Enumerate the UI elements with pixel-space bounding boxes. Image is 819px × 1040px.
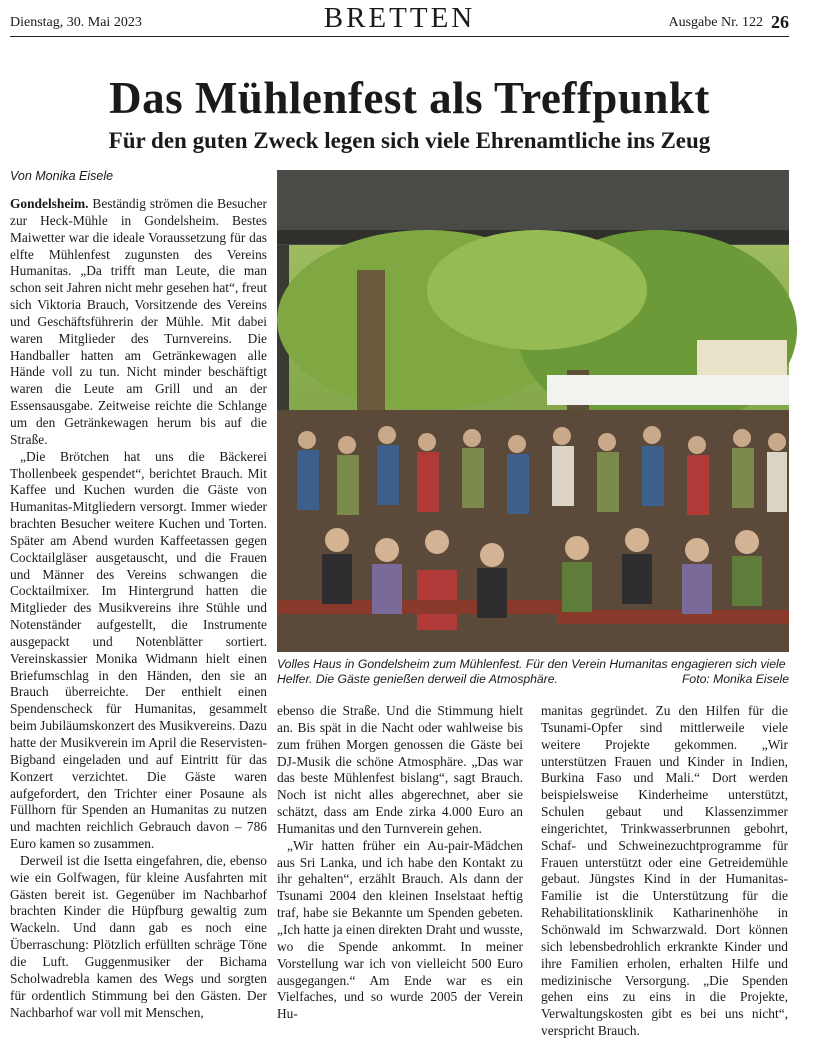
section-title: BRETTEN [323,2,476,34]
article-column-2 [277,703,523,1022]
issue-date: Dienstag, 30. Mai 2023 [10,15,142,30]
paragraph [10,196,267,449]
paragraph: Derweil ist die Isetta eingefahren, die, ebenso wie ein Golfwagen, für kleine Ausfahrten mit Gästen bereit ist. Gegenüber im Nachbarhof brachten Kinder die Hüpfburg gewaltig zum Wackeln. Und dann gab es noch eine Überraschung: Plötzlich erfüllten schräge Töne die Luft. Guggenmusiker der Bichama Scholwadrebla kamen des Wegs und sorgten für ordentlich Stimmung bei den Gästen. Der Nachbarhof war voll mit Menschen, [10,852,267,1020]
paragraph: ebenso die Straße. Und die Stimmung hielt an. Bis spät in die Nacht oder wahlweise bis zum frühen Morgen genossen die Gäste bei DJ-Musik die schöne Atmosphäre. „Das war das beste Mühlenfest bislang“, sagt Brauch. Noch ist nicht alles abgerechnet, aber sie schätzt, dass am Ende zirka 4.000 Euro an Humanitas und den Turnverein gehen. [277,703,523,836]
photo-credit: Foto: Monika Eisele [681,672,789,686]
photo-caption [277,657,789,687]
masthead [10,2,789,37]
paragraph: manitas gegründet. Zu den Hilfen für die Tsunami-Opfer sind mittlerweile viele weitere Projekte gekommen. „Wir unterstützen Frauen und Kinder in Indien, Burkina Faso und Mali.“ Dort werden beispielsweise Kinderheime unterstützt, Schulen gebaut und Klassenzimmer eingerichtet, Trinkwasserbrunnen gebohrt, Schaf- und Schweinezuchtprogramme für Frauen unterstützt oder eine Getreidemühle gebaut. Jüngstes Kind in der Humanitas-Familie ist die Unterstützung für die Rehabilitationsklinik Katharinenhöhe in Schönwald im Schwarzwald. Dort können sich lebensbedrohlich erkrankte Kinder und ihre Familien erholen, erhalten Hilfe und medizinische Versorgung. „Die Spenden gehen eins zu eins in die Projekte, Verwaltungskosten gibt es bei uns nicht“, verspricht Brauch. [541,703,788,1039]
page-number: 26 [771,12,789,32]
dateline: Gondelsheim. [10,196,89,211]
paragraph: „Die Brötchen hat uns die Bäckerei Thollenbeek gespendet“, berichtet Brauch. Mit Kaffee und Kuchen wurden die Gäste von Humanitas-Mitgliedern versorgt. Immer wieder brachten Besucher weitere Kuchen und Torten. Später am Abend wurden Kaffeetassen gegen Cocktailgläser ausgetauscht, und die Frauen und Männer des Vereins schwangen die Cocktailmixer. Im Hintergrund hatten die Mitglieder des Musikvereins ihre Stühle und Notenständer aufgestellt, die Instrumente ausgepackt und Notenblätter sortiert. Vereinskassier Monika Widmann hielt einen Briefumschlag in den Händen, den sie an Brauch überreichte. Der enthielt einen Spendenscheck für Humanitas, gesammelt beim Jubiläumskonzert des Musikvereins. Dazu hatte der Musikverein im April die Reservisten-Bigband eingeladen und auf Eintritt für das Konzert verzichtet. Die Gäste waren aufgefordert, den Trichter einer Posaune als Füllhorn für Spenden an Humanitas zu nutzen und machten reichlich Gebrauch davon – 786 Euro kamen so zusammen. [10,448,267,852]
festival-crowd-photo [277,170,789,652]
article-column-3 [541,703,788,1039]
headline: Das Mühlenfest als Treffpunkt [109,73,710,123]
issue-number: Ausgabe Nr. 122 [668,15,763,30]
caption-text: Volles Haus in Gondelsheim zum Mühlenfest. Für den Verein Humanitas engagieren sich viele Helfer. Die Gäste genießen derweil die Atmosphäre. [277,657,786,686]
article-column-1 [10,196,267,1020]
article-photo [277,170,789,652]
byline: Von Monika Eisele [10,169,114,183]
subheadline: Für den guten Zweck legen sich viele Ehrenamtliche ins Zeug [108,128,711,153]
paragraph: „Wir hatten früher ein Au-pair-Mädchen aus Sri Lanka, und ich habe den Kontakt zu ihr gehalten“, erzählt Brauch. Als dann der Tsunami 2004 den kleinen Inselstaat heftig traf, habe sie Bekannte um Spenden gebeten. „Ich hatte ja einen direkten Draht und wusste, wo die Spende ankommt. In meiner Vorstellung war ich von vielleicht 500 Euro ausgegangen.“ Am Ende war es ein Vielfaches, und so wurde 2005 der Verein Hu- [277,837,523,1022]
paragraph-text: Beständig strömen die Besucher zur Heck-Mühle in Gondelsheim. Bestes Maiwetter war die ideale Voraussetzung für das elfte Mühlenfest zugunsten des Vereins Humanitas. „Da trifft man Leute, die man schon seit Jahren nicht mehr gesehen hat“, freut sich Viktoria Brauch, Vorsitzende des Vereins und Geschäftsführerin der Mühle. Mit dabei waren Mitglieder des Turnvereins. Die Handballer hatten am Getränkewagen alle Hände voll zu tun. Nicht minder beschäftigt waren die Leute am Grill und an der Essensausgabe. Zeitweise reichte die Schlange um den Getränkewagen herum bis auf die Straße. [10,196,267,447]
